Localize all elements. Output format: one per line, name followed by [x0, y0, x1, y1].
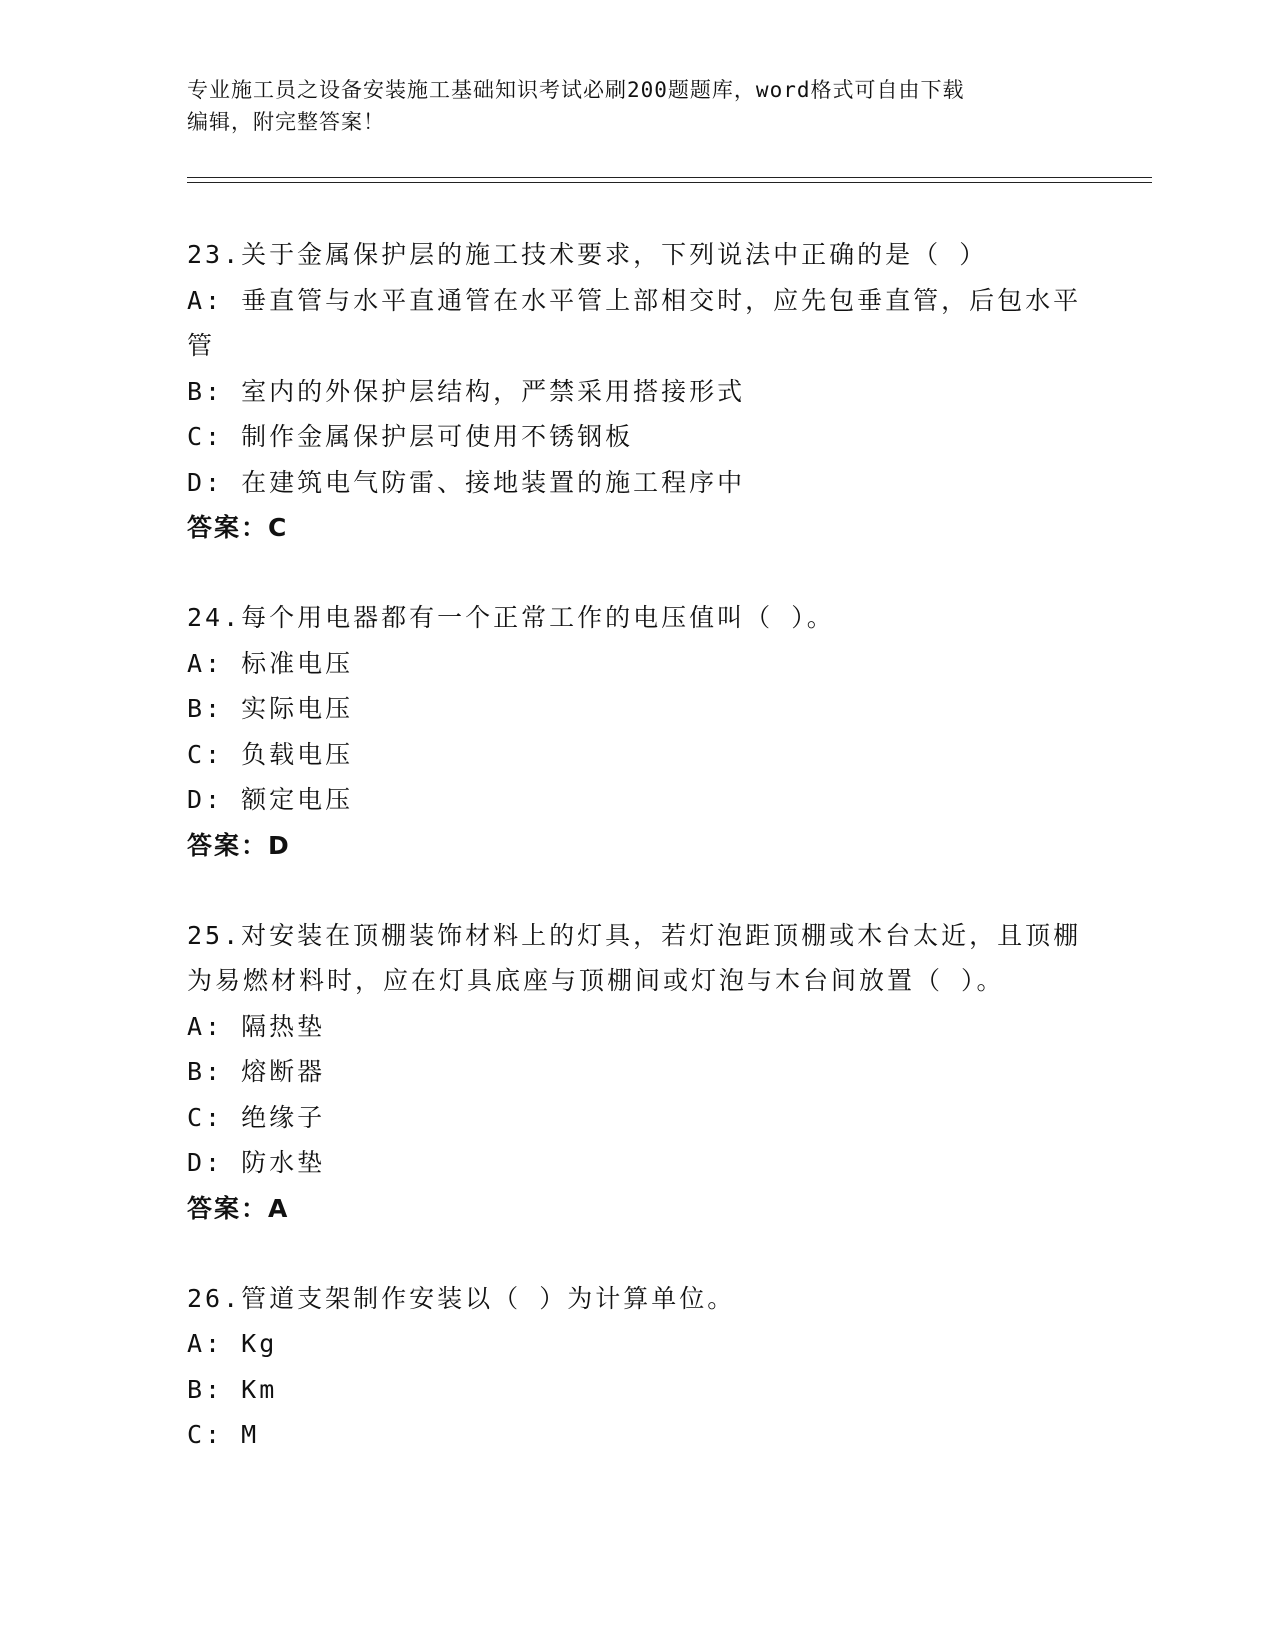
option-c: C: M — [187, 1420, 260, 1449]
option-d: D: 在建筑电气防雷、接地装置的施工程序中 — [187, 467, 746, 497]
option-a: A: 垂直管与水平直通管在水平管上部相交时，应先包垂直管，后包水平管 — [187, 285, 1082, 360]
option-b: B: Km — [187, 1374, 278, 1404]
option-d: D: 防水垫 — [187, 1148, 326, 1177]
question-23 — [187, 232, 1087, 551]
question-stem: 24.每个用电器都有一个正常工作的电压值叫（ ）。 — [187, 603, 835, 632]
question-list — [187, 232, 1087, 1502]
header-divider-bottom — [187, 182, 1152, 183]
question-stem: 23.关于金属保护层的施工技术要求，下列说法中正确的是（ ） — [187, 240, 988, 269]
document-header — [187, 74, 1067, 138]
header-divider-top — [187, 177, 1152, 178]
option-b: B: 室内的外保护层结构，严禁采用搭接形式 — [187, 376, 746, 406]
option-c: C: 制作金属保护层可使用不锈钢板 — [187, 422, 634, 451]
option-c: C: 负载电压 — [187, 739, 354, 769]
option-a: A: 隔热垫 — [187, 1011, 326, 1041]
option-d: D: 额定电压 — [187, 785, 354, 814]
question-stem: 25.对安装在顶棚装饰材料上的灯具，若灯泡距顶棚或木台太近，且顶棚为易燃材料时，应在灯具底座与顶棚间或灯泡与木台间放置（ ）。 — [187, 920, 1082, 995]
question-24 — [187, 595, 1087, 869]
option-b: B: 熔断器 — [187, 1057, 326, 1086]
answer-label: 答案：D — [187, 830, 291, 860]
option-c: C: 绝缘子 — [187, 1102, 326, 1132]
option-a: A: Kg — [187, 1329, 278, 1358]
option-a: A: 标准电压 — [187, 648, 354, 678]
answer-label: 答案：A — [187, 1193, 290, 1223]
option-b: B: 实际电压 — [187, 694, 354, 723]
question-25 — [187, 913, 1087, 1232]
question-26 — [187, 1276, 1087, 1458]
header-line-1: 专业施工员之设备安装施工基础知识考试必刷200题题库，word格式可自由下载 — [187, 78, 965, 102]
header-line-2: 编辑，附完整答案！ — [187, 110, 385, 134]
question-stem: 26.管道支架制作安装以（ ）为计算单位。 — [187, 1283, 736, 1313]
answer-label: 答案：C — [187, 513, 289, 542]
